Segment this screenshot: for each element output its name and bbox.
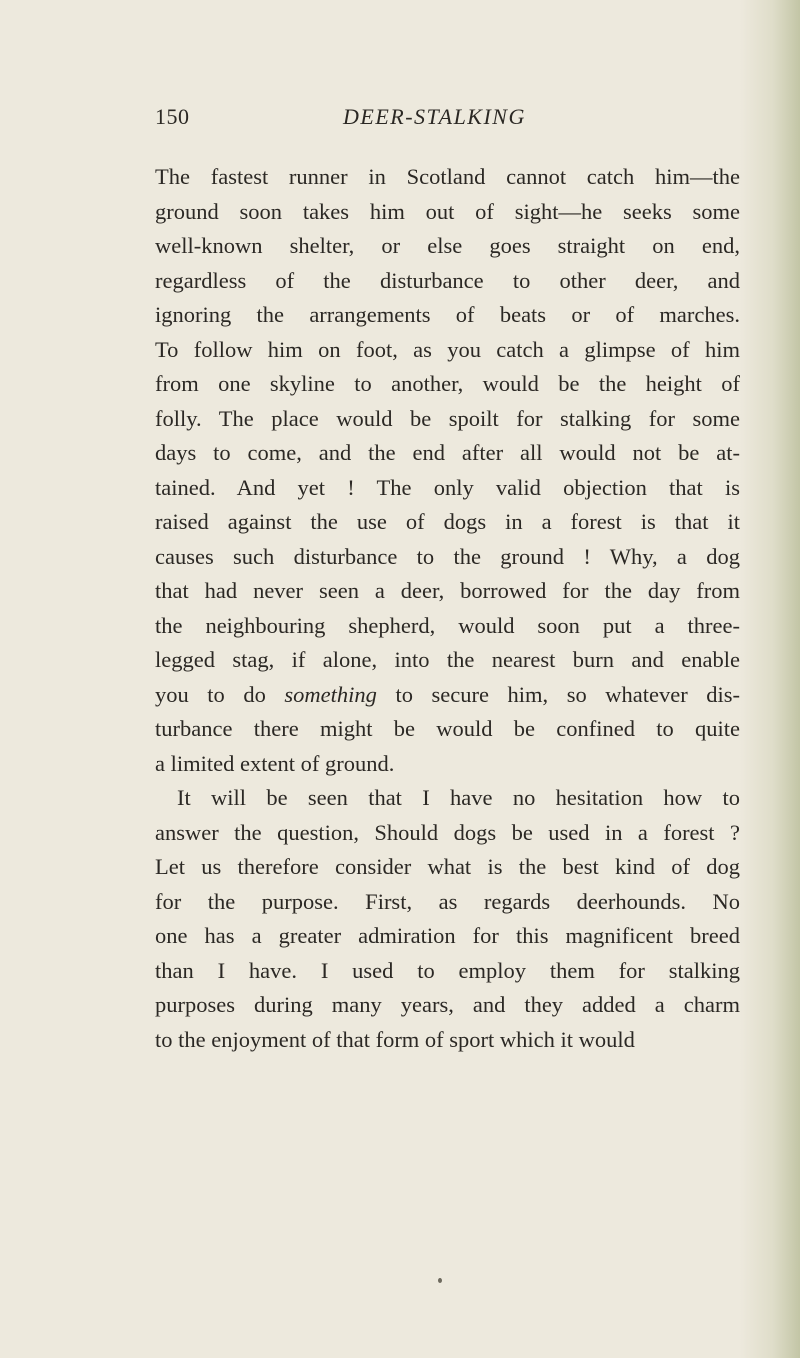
text-line: folly. The place would be spoilt for stalking for some — [155, 405, 740, 431]
text-line: raised against the use of dogs in a forest is that it — [155, 509, 740, 534]
text-line: purposes during many years, and they added a charm — [155, 992, 740, 1017]
text-line: turbance there might be would be confined to quite — [155, 716, 740, 741]
text-line: To follow him on foot, as you catch a glimpse of him — [155, 336, 740, 362]
text-line: ground soon takes him out of sight—he seeks some — [155, 198, 740, 224]
text-line: from one skyline to another, would be the height of — [155, 371, 740, 396]
text-line: tained. And yet ! The only valid objection that is — [155, 474, 740, 500]
italic-emphasis: something — [284, 681, 377, 707]
text-line — [155, 678, 740, 713]
paragraph — [155, 160, 740, 781]
text-line: days to come, and the end after all would not be at- — [155, 440, 740, 465]
page-number: 150 — [155, 104, 190, 129]
text-line: ignoring the arrangements of beats or of marches. — [155, 302, 740, 327]
text-run: to secure him, so whatever dis- — [376, 681, 740, 707]
paper-speck — [438, 1278, 442, 1283]
running-head: DEER-STALKING — [343, 104, 526, 129]
text-line: The fastest runner in Scotland cannot catch him—the — [155, 164, 740, 189]
text-line: causes such disturbance to the ground ! Why, a dog — [155, 543, 740, 569]
text-line: that had never seen a deer, borrowed for the day from — [155, 578, 740, 603]
text-line: answer the question, Should dogs be used in a forest ? — [155, 819, 740, 845]
text-line: legged stag, if alone, into the nearest burn and enable — [155, 647, 740, 672]
text-run: you to do — [155, 681, 285, 707]
text-line: It will be seen that I have no hesitation how to — [177, 785, 740, 810]
paragraph — [155, 781, 740, 1057]
text-line: for the purpose. First, as regards deerhounds. No — [155, 888, 740, 914]
text-line: Let us therefore consider what is the best kind of dog — [155, 854, 740, 879]
page-edge-shadow — [740, 0, 800, 1358]
text-line: well-known shelter, or else goes straight on end, — [155, 233, 740, 258]
page-header — [155, 104, 740, 136]
text-line: to the enjoyment of that form of sport which it would — [155, 1026, 635, 1052]
text-line: one has a greater admiration for this magnificent breed — [155, 923, 740, 948]
text-line: than I have. I used to employ them for stalking — [155, 957, 740, 983]
text-line: the neighbouring shepherd, would soon put a three- — [155, 612, 740, 638]
body-text — [155, 160, 740, 1057]
text-line: regardless of the disturbance to other deer, and — [155, 267, 740, 293]
text-line: a limited extent of ground. — [155, 750, 395, 776]
